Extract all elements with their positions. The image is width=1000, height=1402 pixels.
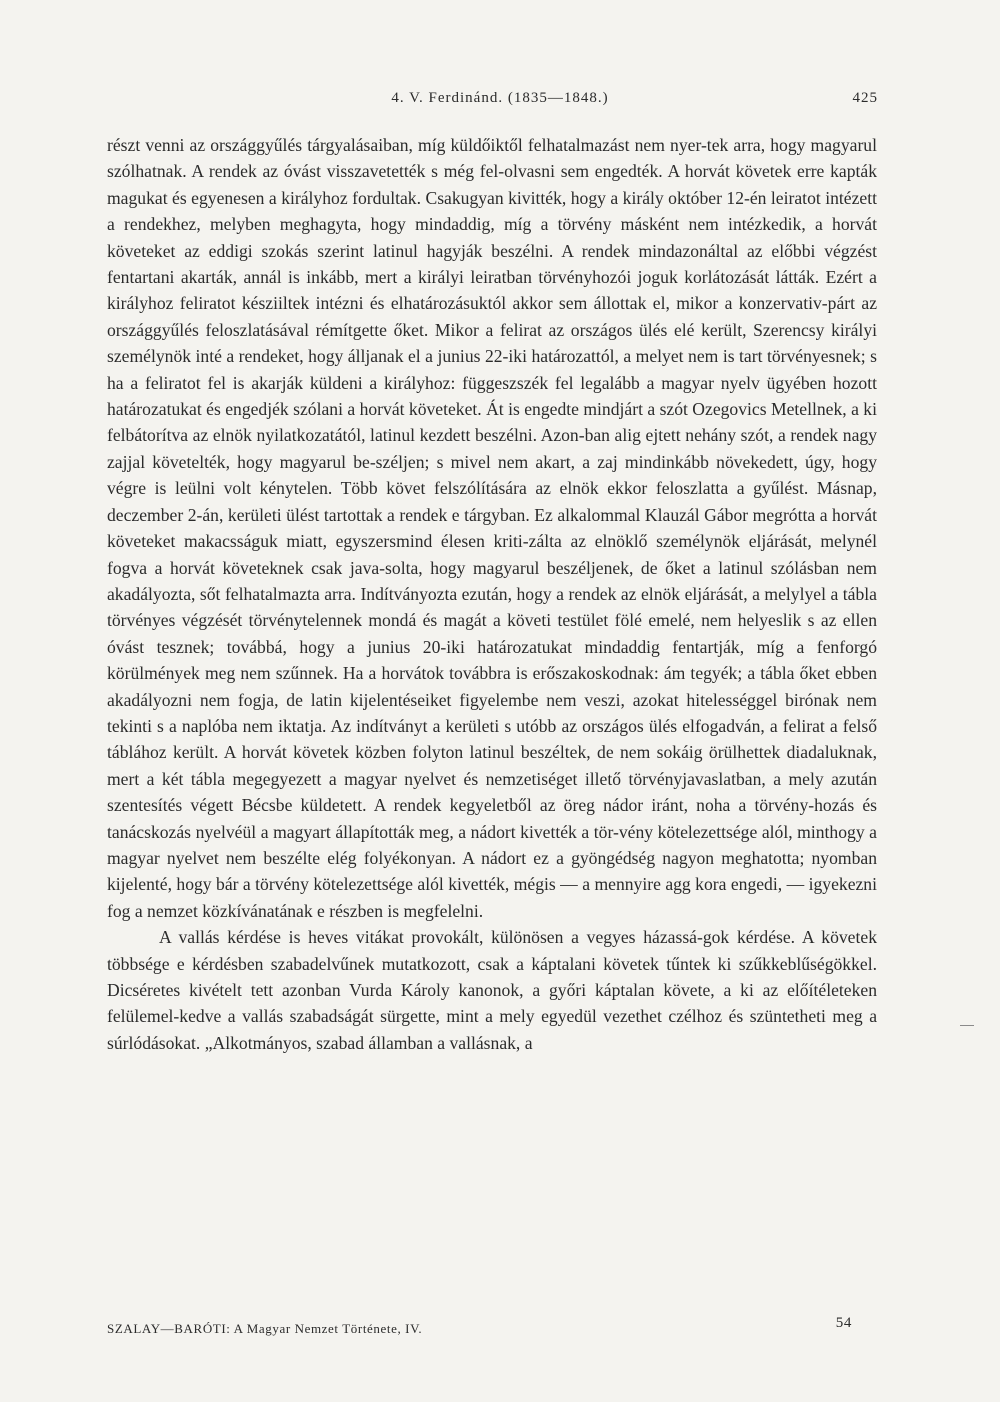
paragraph: A vallás kérdése is heves vitákat provokált, különösen a vegyes házassá-gok kérdése. A követek többsége e kérdésben szabadelvűnek mutatkozott, csak a káptalani követek tűntek ki szűkkeblűségökkel. Dicséretes kivételt tett azonban Vurda Károly kanonok, a győri káptalan követe, a ki az előítéleteken felülemel-kedve a vallás szabadságát sürgette, mint a mely egyedül vezethet czélhoz és szüntetheti meg a súrlódásokat. „Alkotmányos, szabad államban a vallásnak, a: [107, 927, 877, 1053]
book-title: SZALAY—BARÓTI: A Magyar Nemzet Története, IV.: [107, 1321, 423, 1336]
sheet-number: 54: [835, 1315, 852, 1331]
page-footer: [107, 1315, 852, 1337]
page-number: 425: [852, 90, 878, 106]
body-text: [107, 132, 877, 1056]
page-header: [0, 90, 1000, 112]
paragraph: részt venni az országgyűlés tárgyalásaiban, míg küldőiktől felhatalmazást nem nyer-tek arra, hogy magyarul szólhatnak. A rendek az óvást visszavetették s még fel-olvasni sem engedték. A horvát követek erre kapták magukat és egyenesen a királyhoz fordultak. Csakugyan kivitték, hogy a király október 12-én leiratot intézett a rendekhez, melyben meghagyta, hogy mindaddig, míg a törvény másként nem intézkedik, a horvát követeket az eddigi szokás szerint latinul hagyják beszélni. A rendek mindazonáltal az előbbi végzést fentartani akarták, annál is inkább, mert a királyi leiratban törvényhozói joguk korlátozását látták. Ezért a királyhoz feliratot késziiltek intézni és elhatározásuktól akkor sem állottak el, mikor a konzervativ-párt az országgyűlés feloszlatásával rémítgette őket. Mikor a felirat az országos ülés elé került, Szerencsy királyi személynök inté a rendeket, hogy álljanak el a junius 22-iki határozattól, a melyet nem is tart törvényesnek; s ha a feliratot fel is akarják küldeni a királyhoz: függeszszék fel legalább a magyar nyelv ügyében hozott határozatukat és engedjék szólani a horvát követeket. Át is engedte mindjárt a szót Ozegovics Metellnek, a ki felbátorítva az elnök nyilatkozatától, latinul kezdett beszélni. Azon-ban alig ejtett nehány szót, a rendek nagy zajjal követelték, hogy magyarul be-széljen; s mivel nem akart, a zaj mindinkább növekedett, úgy, hogy végre is leülni volt kénytelen. Több követ felszólítására az elnök ekkor feloszlatta a gyűlést. Másnap, deczember 2-án, kerületi ülést tartottak a rendek e tárgyban. Ez alkalommal Klauzál Gábor megrótta a horvát követeket makacsságuk miatt, egyszersmind élesen kriti-zálta az elnöklő személynök eljárását, melynél fogva a horvát követeknek csak java-solta, hogy magyarul beszéljenek, de őket a latinul szólásban nem akadályozta, sőt felhatalmazta arra. Indítványozta ezután, hogy a rendek az elnök eljárását, a melylyel a tábla törvényes végzését törvénytelennek mondá és magát a követi testület fölé emelé, nem helyeslik s az ellen óvást tesznek; továbbá, hogy a junius 20-iki határozatukat mindaddig fentartják, míg a fenforgó körülmények meg nem szűnnek. Ha a horvátok továbbra is erőszakoskodnak: ám tegyék; a tábla őket ebben akadályozni nem fogja, de latin kijelentéseiket figyelembe nem veszi, azokat hitelességgel birónak nem tekinti s a naplóba nem iktatja. Az indítványt a kerületi s utóbb az országos ülés elfogadván, a felirat a felső táblához került. A horvát követek közben folyton latinul beszéltek, de nem sokáig örülhettek diadaluknak, mert a két tábla megegyezett a magyar nyelvet és nemzetiséget illető törvényjavaslatban, a mely azután szentesítés végett Bécsbe küldetett. A rendek kegyeletből az öreg nádor iránt, noha a törvény-hozás és tanácskozás nyelvéül a magyart állapították meg, a nádort kivették a tör-vény kötelezettsége alól, minthogy a magyar nyelvet nem beszélte elég folyékonyan. A nádort ez a gyöngédség nagyon meghatotta; nyomban kijelenté, hogy bár a törvény kötelezettsége alól kivették, mégis — a mennyire agg kora engedi, — igyekezni fog a nemzet közkívánatának e részben is megfelelni.: [107, 135, 877, 921]
margin-mark: [960, 1025, 974, 1026]
running-title: 4. V. Ferdinánd. (1835—1848.): [391, 90, 609, 106]
